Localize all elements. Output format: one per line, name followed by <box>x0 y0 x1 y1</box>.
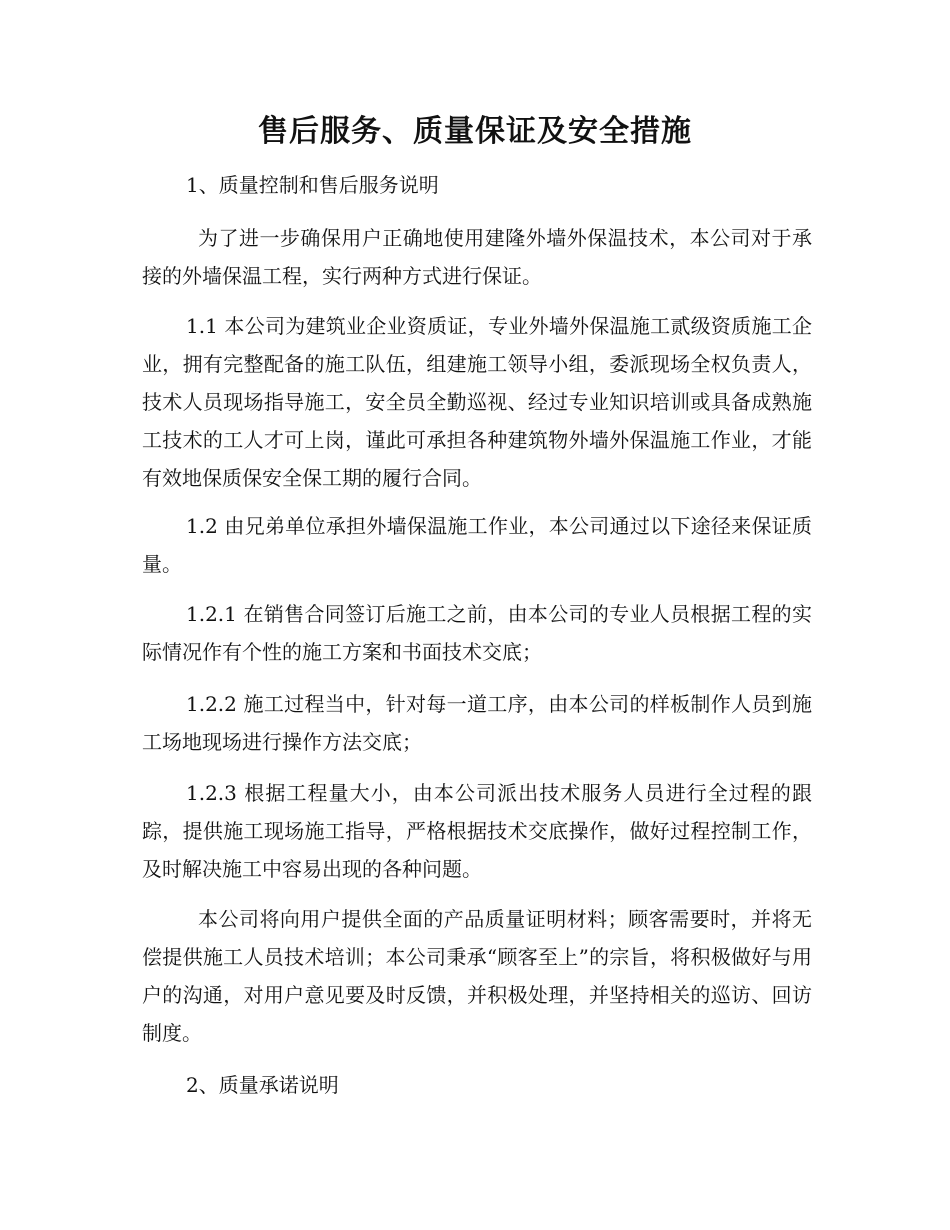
paragraph-service-commitment: 本公司将向用户提供全面的产品质量证明材料；顾客需要时，并将无偿提供施工人员技术培训；本公司秉承“顾客至上”的宗旨，将积极做好与用户的沟通，对用户意见要及时反馈，并积极处理，并坚持相关的巡访、回访制度。 <box>142 907 812 1045</box>
section-heading-1: 1、质量控制和售后服务说明 <box>186 173 439 197</box>
paragraph-1-2-2: 1.2.2 施工过程当中，针对每一道工序，由本公司的样板制作人员到施工场地现场进行操作方法交底； <box>142 692 812 754</box>
paragraph-1-2-3: 1.2.3 根据工程量大小，由本公司派出技术服务人员进行全过程的跟踪，提供施工现场施工指导，严格根据技术交底操作，做好过程控制工作，及时解决施工中容易出现的各种问题。 <box>142 781 812 881</box>
paragraph-1-1: 1.1 本公司为建筑业企业资质证，专业外墙外保温施工贰级资质施工企业，拥有完整配备的施工队伍，组建施工领导小组，委派现场全权负责人，技术人员现场指导施工，安全员全勤巡视、经过专业知识培训或具备成熟施工技术的工人才可上岗，谨此可承担各种建筑物外墙外保温施工作业，才能有效地保质保安全保工期的履行合同。 <box>142 314 812 490</box>
paragraph-1-2-1: 1.2.1 在销售合同签订后施工之前，由本公司的专业人员根据工程的实际情况作有个性的施工方案和书面技术交底； <box>142 602 812 664</box>
section-heading-2: 2、质量承诺说明 <box>186 1073 339 1097</box>
paragraph-intro: 为了进一步确保用户正确地使用建隆外墙外保温技术，本公司对于承接的外墙保温工程，实行两种方式进行保证。 <box>142 226 812 288</box>
page-title: 售后服务、质量保证及安全措施 <box>258 114 692 149</box>
paragraph-1-2: 1.2 由兄弟单位承担外墙保温施工作业，本公司通过以下途径来保证质量。 <box>142 514 812 576</box>
